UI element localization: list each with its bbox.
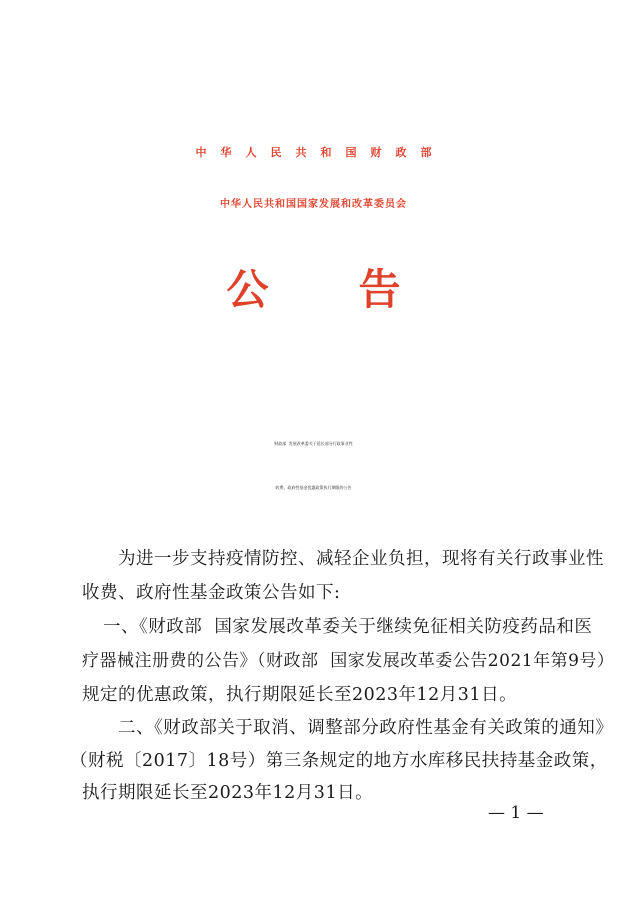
body-line: 规定的优惠政策，执行期限延长至2023年12月31日。 xyxy=(82,685,518,705)
body-line: 为进一步支持疫情防控、减轻企业负担，现将有关行政事业性 xyxy=(118,549,604,569)
page-number: — 1 — xyxy=(488,803,544,823)
body-line: 疗器械注册费的公告》（财政部 国家发展改革委公告2021年第9号） xyxy=(82,651,615,671)
document-title-line-1: 财政部 发展改革委关于延长部分行政事业性 xyxy=(274,441,353,446)
issuer-ministry-of-finance: 中华人民共和国财政部 xyxy=(195,146,446,159)
document-number xyxy=(0,351,627,375)
body-line: 一、《财政部 国家发展改革委关于继续免征相关防疫药品和医 xyxy=(103,617,593,637)
body-line: （财税〔2017〕18号）第三条规定的地方水库移民扶持基金政策， xyxy=(70,751,608,771)
document-type-heading: 公告 xyxy=(226,265,491,314)
document-title-line-2: 收费、政府性基金优惠政策执行期限的公告 xyxy=(275,485,352,490)
body-line: 收费、政府性基金政策公告如下: xyxy=(82,583,341,603)
issuer-ndrc: 中华人民共和国国家发展和改革委员会 xyxy=(220,199,407,210)
body-line: 执行期限延长至2023年12月31日。 xyxy=(82,783,374,803)
body-line: 二、《财政部关于取消、调整部分政府性基金有关政策的通知》 xyxy=(118,718,614,738)
